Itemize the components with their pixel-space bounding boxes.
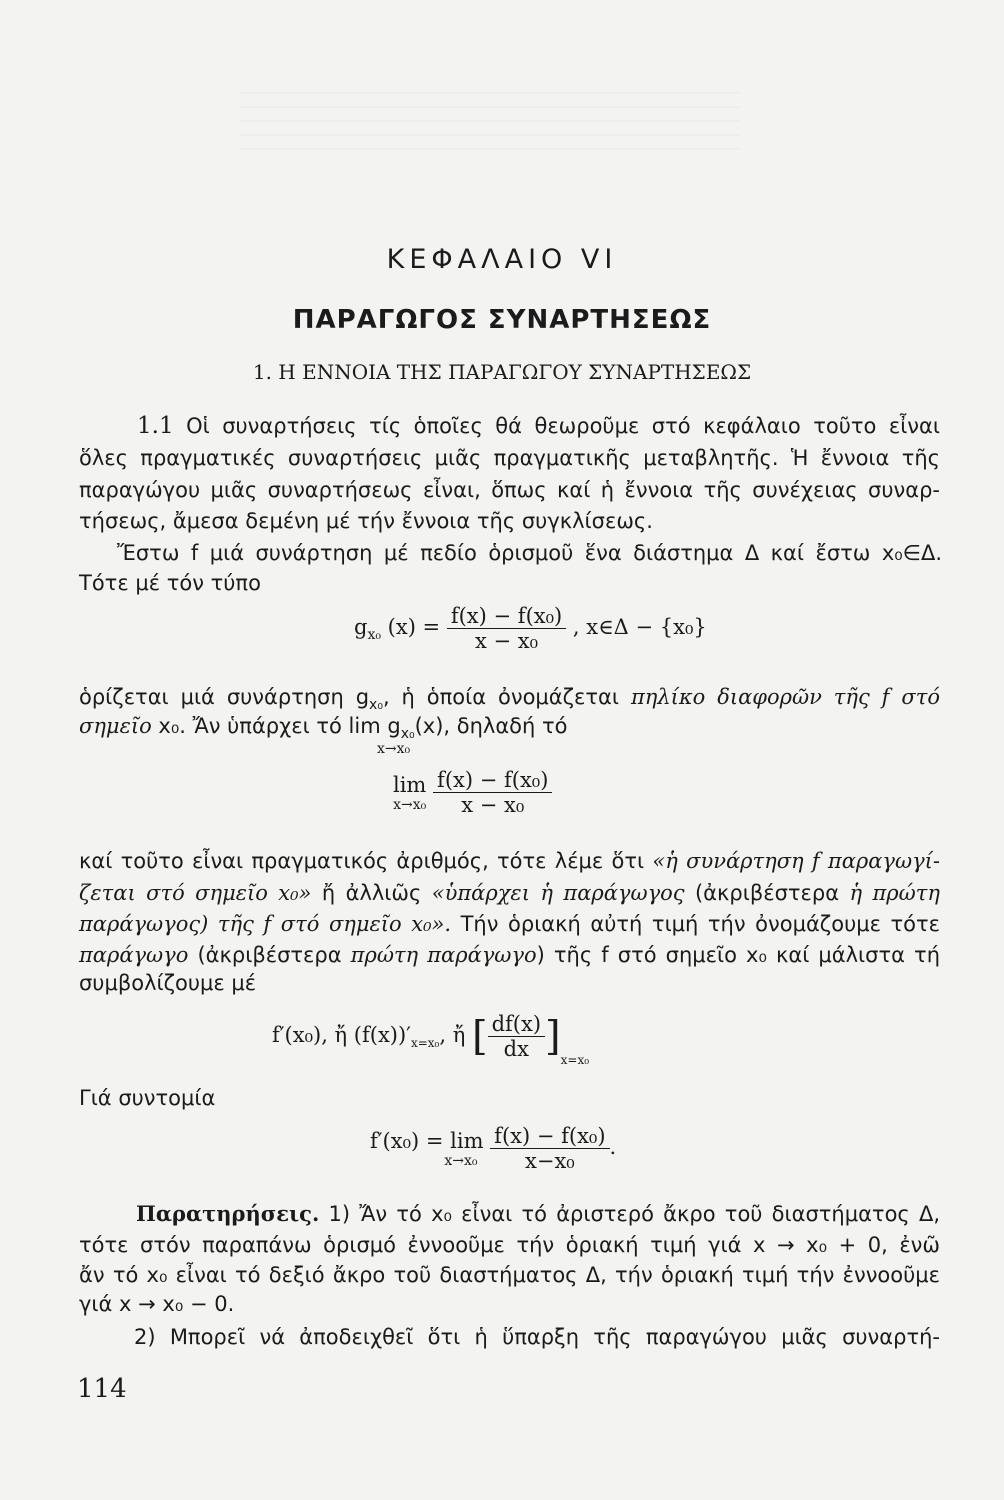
chapter-heading: ΚΕΦΑΛΑΙΟ VI bbox=[386, 244, 618, 275]
fraction: $\frac{\text{f(x) − f(x₀)}}{\text{x − x₀}}$ bbox=[447, 604, 566, 653]
difference-quotient-equation: $g_{x_0}$ (x) = $\frac{\text{f(x) − f(x₀)}}{\text{x − x₀}}$ , x∈Δ − {x₀} bbox=[354, 604, 707, 653]
chapter-title: ΠΑΡΑΓΩΓΟΣ ΣΥΝΑΡΤΗΣΕΩΣ bbox=[292, 305, 712, 335]
derivative-notation-equation: f′(x₀), ἤ $(f(x))'_{x=x_0}$, ἤ [ $\frac{df(x)}{dx}$ ]$_{x=x_0}$ bbox=[272, 1012, 590, 1067]
paragraph-line: παράγωγο (ἀκριβέστερα πρώτη παράγωγο) τῆς f στό σημεῖο x₀ καί μάλιστα τή bbox=[79, 943, 940, 967]
paragraph-line: παραγώγου μιᾶς συναρτήσεως εἶναι, ὅπως καί ἡ ἔννοια τῆς συνέχειας συναρ- bbox=[79, 478, 940, 502]
paragraph-line: 2) Μπορεῖ νά ἀποδειχθεῖ ὅτι ἡ ὕπαρξη τῆς παραγώγου μιᾶς συναρτή- bbox=[134, 1325, 940, 1349]
bleed-through-shadow bbox=[240, 90, 740, 150]
derivative-definition-equation: f′(x₀) = lim x→x₀ $\frac{\text{f(x) − f(x₀)}}{\text{x−x₀}}$ . bbox=[370, 1124, 617, 1173]
paragraph-line: ὅλες πραγματικές συναρτήσεις μιᾶς πραγματικῆς μεταβλητῆς. Ἡ ἔννοια τῆς bbox=[79, 446, 940, 470]
paragraph-line: Τότε μέ τόν τύπο bbox=[79, 571, 261, 595]
paragraph-line: ζεται στό σημεῖο x₀» ἤ ἀλλιῶς «ὑπάρχει ἡ παράγωγος (ἀκριβέστερα ἡ πρώτη bbox=[79, 881, 940, 905]
paragraph-line: ὁρίζεται μιά συνάρτηση $g_{x_0}$, ἡ ὁποία ὀνομάζεται πηλίκο διαφορῶν τῆς f στό bbox=[79, 685, 940, 713]
fraction: $\frac{df(x)}{dx}$ bbox=[488, 1012, 545, 1061]
fraction: $\frac{\text{f(x) − f(x₀)}}{\text{x − x₀}}$ bbox=[433, 768, 552, 817]
paragraph-line: σημεῖο x₀. Ἄν ὑπάρχει τό $\lim g_{x_0}(x)$, δηλαδή τό bbox=[79, 714, 568, 742]
paragraph-line: γιά x → x₀ − 0. bbox=[79, 1292, 235, 1316]
limit-equation: lim x→x₀ $\frac{\text{f(x) − f(x₀)}}{\text{x − x₀}}$ bbox=[393, 768, 552, 817]
page-number: 114 bbox=[77, 1374, 127, 1404]
remarks-label: Παρατηρήσεις. bbox=[136, 1201, 320, 1226]
paragraph-line: τήσεως, ἄμεσα δεμένη μέ τήν ἔννοια τῆς συγκλίσεως. bbox=[79, 509, 653, 533]
paragraph-line: παράγωγος) τῆς f στό σημεῖο x₀». Τήν ὁριακή αὐτή τιμή τήν ὀνομάζουμε τότε bbox=[79, 912, 940, 936]
paragraph-line: Παρατηρήσεις. 1) Ἄν τό x₀ εἶναι τό ἀριστερό ἄκρο τοῦ διαστήματος Δ, bbox=[136, 1201, 940, 1226]
paragraph-number: 1.1 bbox=[137, 413, 174, 439]
paragraph-line: ἄν τό x₀ εἶναι τό δεξιό ἄκρο τοῦ διαστήματος Δ, τήν ὁριακή τιμή τήν ἐννοοῦμε bbox=[79, 1263, 940, 1287]
paragraph-text: Οἱ συναρτήσεις τίς ὁποῖες θά θεωροῦμε στό κεφάλαιο τοῦτο εἶναι bbox=[186, 414, 940, 438]
paragraph-line: καί τοῦτο εἶναι πραγματικός ἀριθμός, τότε λέμε ὅτι «ἡ συνάρτηση f παραγωγί- bbox=[79, 849, 940, 873]
fraction: $\frac{\text{f(x) − f(x₀)}}{\text{x−x₀}}$ bbox=[490, 1124, 609, 1173]
paragraph-line bbox=[79, 411, 940, 441]
paragraph-line: Ἔστω f μιά συνάρτηση μέ πεδίο ὁρισμοῦ ἕνα διάστημα Δ καί ἔστω x₀∈Δ. bbox=[117, 541, 942, 565]
paragraph-line: συμβολίζουμε μέ bbox=[79, 971, 257, 995]
paragraph-line: τότε στόν παραπάνω ὁρισμό ἐννοοῦμε τήν ὁριακή τιμή γιά x → x₀ + 0, ἐνῶ bbox=[79, 1233, 940, 1257]
paragraph-line: Γιά συντομία bbox=[79, 1086, 216, 1110]
limit-subscript: x→x₀ bbox=[377, 741, 411, 757]
section-heading: 1. Η ΕΝΝΟΙΑ ΤΗΣ ΠΑΡΑΓΩΓΟΥ ΣΥΝΑΡΤΗΣΕΩΣ bbox=[252, 360, 752, 384]
